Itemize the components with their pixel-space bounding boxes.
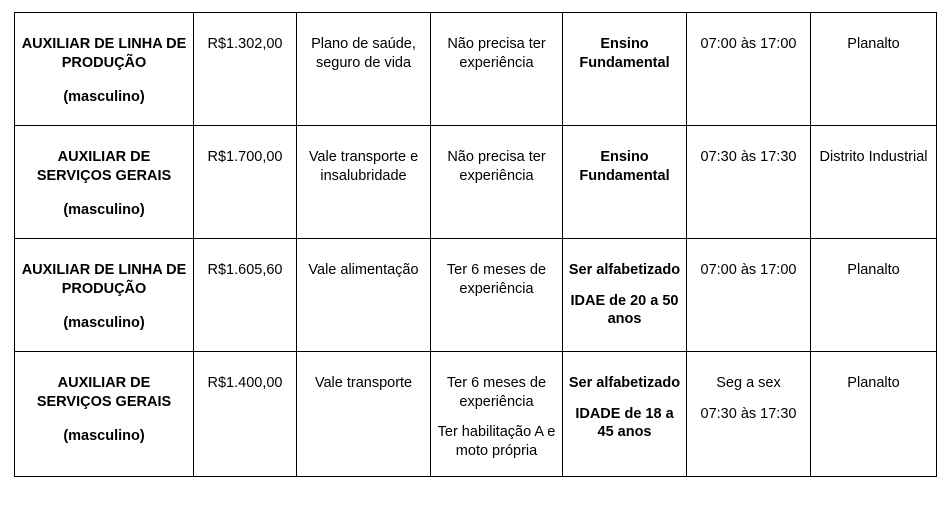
job-title: AUXILIAR DE SERVIÇOS GERAIS (36, 375, 172, 410)
benefits-cell (297, 13, 431, 126)
table-row (15, 13, 937, 126)
location: Planalto (847, 262, 900, 278)
education-cell (563, 126, 687, 239)
job-gender: (masculino) (63, 89, 145, 105)
benefits-cell (297, 126, 431, 239)
benefits: Plano de saúde, seguro de vida (311, 36, 416, 71)
benefits: Vale transporte (314, 375, 413, 391)
experience-cell (431, 239, 563, 352)
benefits-cell (297, 239, 431, 352)
job-title-cell (15, 13, 194, 126)
location-cell (811, 126, 937, 239)
schedule-days: Seg a sex (716, 375, 781, 391)
schedule-cell (687, 13, 811, 126)
schedule-cell (687, 239, 811, 352)
experience: Ter 6 meses de experiência (446, 262, 547, 297)
experience-cell (431, 352, 563, 477)
license-requirement: Ter habilitação A e moto própria (437, 424, 556, 459)
location-cell (811, 13, 937, 126)
education: Ensino Fundamental (579, 149, 670, 184)
job-openings-table (14, 12, 937, 477)
education: Ser alfabetizado (568, 262, 681, 278)
salary-cell (194, 13, 297, 126)
experience: Não precisa ter experiência (447, 149, 546, 184)
location: Planalto (847, 375, 900, 391)
benefits-cell (297, 352, 431, 477)
education: Ensino Fundamental (579, 36, 670, 71)
benefits: Vale alimentação (308, 262, 419, 278)
education: Ser alfabetizado (568, 375, 681, 391)
job-gender: (masculino) (63, 202, 145, 218)
job-title-cell (15, 352, 194, 477)
salary: R$1.400,00 (207, 375, 283, 391)
experience-cell (431, 13, 563, 126)
job-gender: (masculino) (63, 428, 145, 444)
age-requirement: IDAE de 20 a 50 anos (570, 292, 679, 327)
job-title-cell (15, 126, 194, 239)
salary-cell (194, 352, 297, 477)
salary: R$1.302,00 (207, 36, 283, 52)
job-gender: (masculino) (63, 315, 145, 331)
salary-cell (194, 126, 297, 239)
location: Distrito Industrial (819, 149, 928, 165)
schedule-cell (687, 352, 811, 477)
schedule: 07:30 às 17:30 (700, 149, 797, 165)
salary: R$1.700,00 (207, 149, 283, 165)
age-requirement: IDADE de 18 a 45 anos (575, 405, 674, 440)
schedule: 07:00 às 17:00 (700, 262, 797, 278)
experience: Ter 6 meses de experiência (446, 375, 547, 410)
experience-cell (431, 126, 563, 239)
schedule-cell (687, 126, 811, 239)
location-cell (811, 239, 937, 352)
location: Planalto (847, 36, 900, 52)
job-title: AUXILIAR DE SERVIÇOS GERAIS (36, 149, 172, 184)
job-title: AUXILIAR DE LINHA DE PRODUÇÃO (21, 262, 187, 297)
schedule: 07:30 às 17:30 (700, 405, 797, 422)
location-cell (811, 352, 937, 477)
table-row (15, 239, 937, 352)
job-title-cell (15, 239, 194, 352)
experience: Não precisa ter experiência (447, 36, 546, 71)
education-cell (563, 352, 687, 477)
table-row (15, 126, 937, 239)
schedule: 07:00 às 17:00 (700, 36, 797, 52)
education-cell (563, 239, 687, 352)
table-row (15, 352, 937, 477)
benefits: Vale transporte e insalubridade (308, 149, 419, 184)
job-title: AUXILIAR DE LINHA DE PRODUÇÃO (21, 36, 187, 71)
salary-cell (194, 239, 297, 352)
education-cell (563, 13, 687, 126)
salary: R$1.605,60 (207, 262, 283, 278)
